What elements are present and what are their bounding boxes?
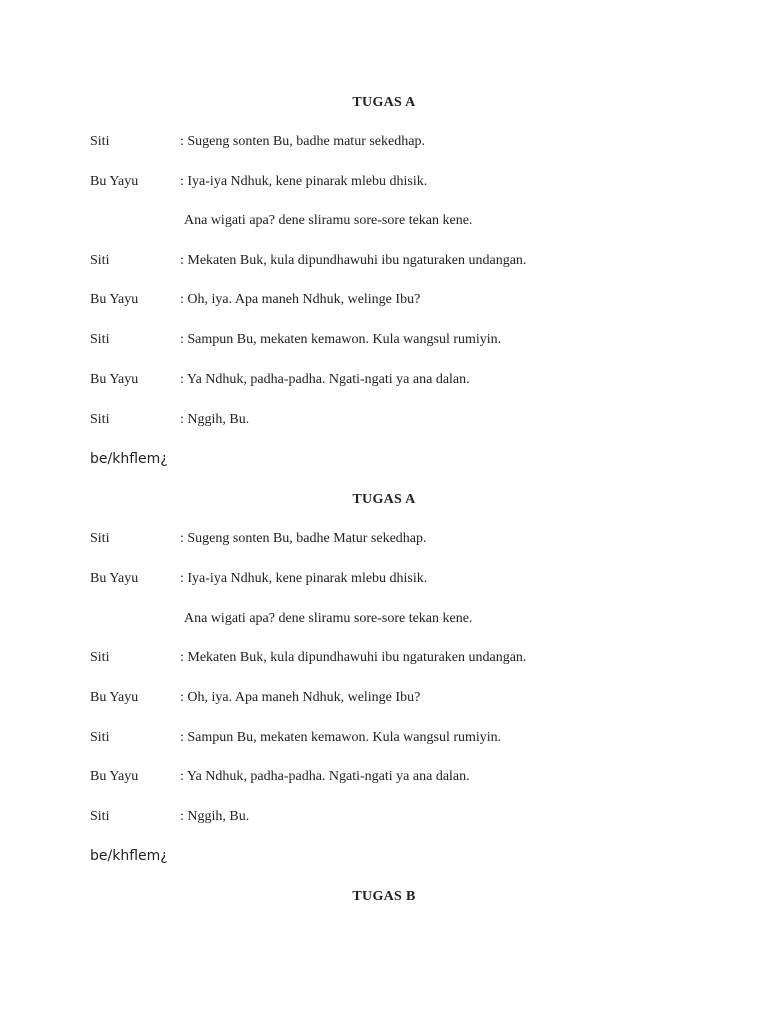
speaker-name: Bu Yayu <box>90 690 139 705</box>
speaker-name: Siti <box>90 809 110 824</box>
dialogue-line <box>90 689 730 707</box>
dialogue-line <box>90 252 730 270</box>
dialogue-text: : Sugeng sonten Bu, badhe matur sekedhap. <box>180 134 425 149</box>
dialogue-text: : Iya-iya Ndhuk, kene pinarak mlebu dhisik. <box>180 174 428 189</box>
dialogue-text: : Oh, iya. Apa maneh Ndhuk, welinge Ibu? <box>180 292 421 307</box>
dialogue-line <box>90 649 730 667</box>
dialogue-line <box>90 133 730 151</box>
dialogue-text: : Nggih, Bu. <box>180 412 250 427</box>
dialogue-line <box>90 331 730 349</box>
dialogue-line <box>90 768 730 786</box>
speaker-name: Siti <box>90 253 110 268</box>
dialogue-line-continuation <box>90 212 730 230</box>
speaker-name: Siti <box>90 531 110 546</box>
dialogue-line <box>90 371 730 389</box>
dialogue-line <box>90 729 730 747</box>
speaker-name: Siti <box>90 650 110 665</box>
dialogue-text: Ana wigati apa? dene sliramu sore-sore tekan kene. <box>184 611 473 626</box>
dialogue-text: : Nggih, Bu. <box>180 809 250 824</box>
dialogue-text: Ana wigati apa? dene sliramu sore-sore tekan kene. <box>184 213 473 228</box>
section-title-tugas-a-1: TUGAS A <box>352 95 416 110</box>
speaker-name: Bu Yayu <box>90 372 139 387</box>
dialogue-line <box>90 808 730 826</box>
speaker-name: Siti <box>90 412 110 427</box>
garbled-text: be/khflem¿ <box>90 848 168 864</box>
dialogue-text: : Ya Ndhuk, padha-padha. Ngati-ngati ya ana dalan. <box>180 372 470 387</box>
dialogue-text: : Sampun Bu, mekaten kemawon. Kula wangsul rumiyin. <box>180 730 502 745</box>
dialogue-line <box>90 570 730 588</box>
dialogue-text: : Ya Ndhuk, padha-padha. Ngati-ngati ya ana dalan. <box>180 769 470 784</box>
section-title-tugas-a-2: TUGAS A <box>352 492 416 507</box>
section-title-tugas-b: TUGAS B <box>352 889 416 904</box>
dialogue-text: : Mekaten Buk, kula dipundhawuhi ibu ngaturaken undangan. <box>180 253 527 268</box>
dialogue-line <box>90 530 730 548</box>
speaker-name: Bu Yayu <box>90 769 139 784</box>
speaker-name: Siti <box>90 730 110 745</box>
dialogue-line <box>90 411 730 429</box>
dialogue-line <box>90 173 730 191</box>
dialogue-text: : Sampun Bu, mekaten kemawon. Kula wangsul rumiyin. <box>180 332 502 347</box>
dialogue-text: : Iya-iya Ndhuk, kene pinarak mlebu dhisik. <box>180 571 428 586</box>
dialogue-text: : Sugeng sonten Bu, badhe Matur sekedhap. <box>180 531 427 546</box>
dialogue-text: : Mekaten Buk, kula dipundhawuhi ibu ngaturaken undangan. <box>180 650 527 665</box>
speaker-name: Bu Yayu <box>90 174 139 189</box>
speaker-name: Siti <box>90 134 110 149</box>
speaker-name: Bu Yayu <box>90 292 139 307</box>
speaker-name: Bu Yayu <box>90 571 139 586</box>
dialogue-text: : Oh, iya. Apa maneh Ndhuk, welinge Ibu? <box>180 690 421 705</box>
dialogue-line <box>90 291 730 309</box>
garbled-text: be/khflem¿ <box>90 451 168 467</box>
speaker-name: Siti <box>90 332 110 347</box>
dialogue-line-continuation <box>90 610 730 628</box>
